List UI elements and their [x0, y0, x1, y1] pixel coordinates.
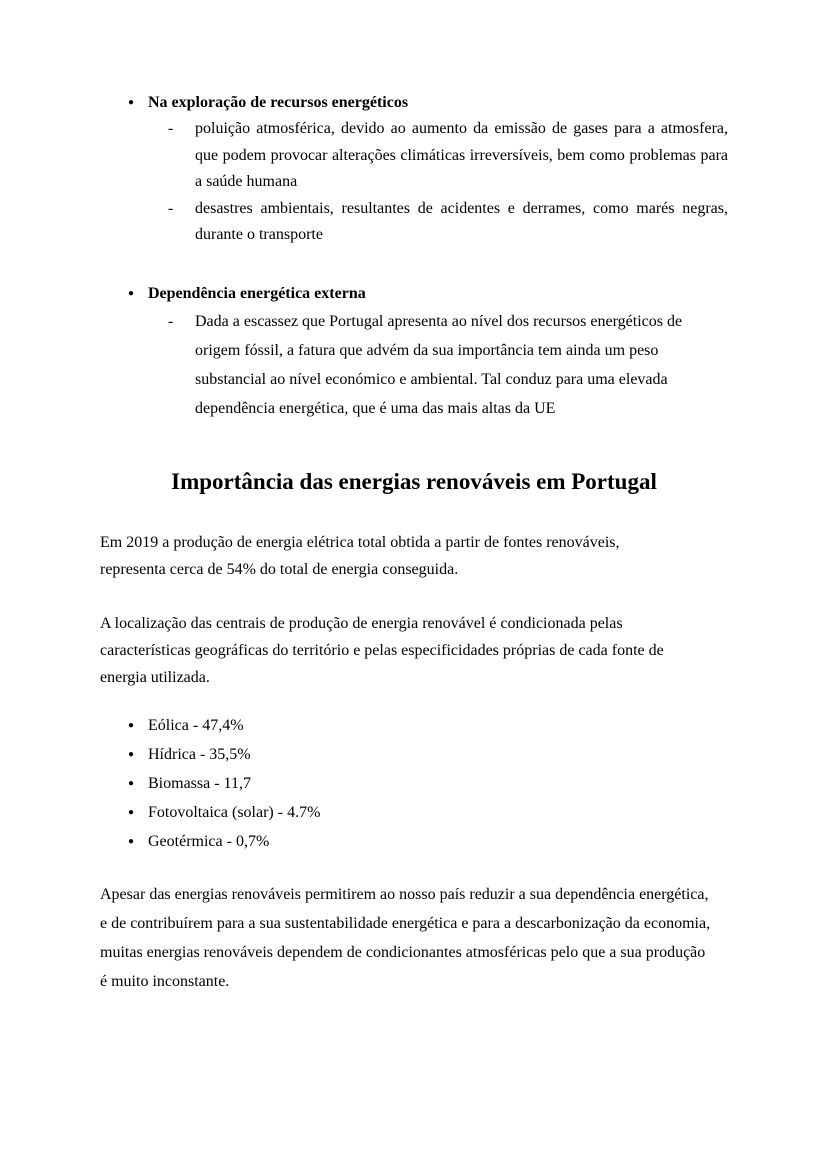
dash-item-desastres: - desastres ambientais, resultantes de acidentes e derrames, como marés negras, durante o transporte [100, 196, 728, 249]
paragraph-localizacao: A localização das centrais de produção de energia renovável é condicionada pelas características geográficas do território e pelas especificidades próprias de cada fonte de energia utilizada. [100, 614, 664, 686]
bullet-title-dependencia: ● Dependência energética externa [100, 281, 728, 307]
dash-list-dependencia [100, 307, 728, 423]
section-heading: Importância das energias renováveis em Portugal [171, 468, 657, 494]
energy-item-eolica: ● Eólica - 47,4% [100, 711, 728, 740]
energy-item-fotovoltaica: ● Fotovoltaica (solar) - 4.7% [100, 798, 728, 827]
dash-item-poluicao: - poluição atmosférica, devido ao aumento da emissão de gases para a atmosfera, que podem provocar alterações climáticas irreversíveis, bem como problemas para a saúde humana [100, 116, 728, 196]
bullet-item-exploracao [100, 90, 728, 249]
disadvantages-bullet-list [100, 90, 728, 423]
energy-item-biomassa: ● Biomassa - 11,7 [100, 769, 728, 798]
paragraph-producao-2019: Em 2019 a produção de energia elétrica total obtida a partir de fontes renováveis, representa cerca de 54% do total de energia conseguida. [100, 533, 620, 578]
energy-item-geotermica: ● Geotérmica - 0,7% [100, 827, 728, 856]
bullet-item-dependencia [100, 281, 728, 423]
dash-item-escassez: - Dada a escassez que Portugal apresenta ao nível dos recursos energéticos de origem fóssil, a fatura que advém da sua importância tem ainda um peso substancial ao nível económico e ambiental. Tal conduz para uma elevada dependência energética, que é uma das mais altas da UE [100, 307, 728, 423]
bullet-title-exploracao: ● Na exploração de recursos energéticos [100, 90, 728, 116]
dash-list-exploracao [100, 116, 728, 249]
energy-sources-list [100, 711, 728, 856]
closing-paragraph: Apesar das energias renováveis permitirem ao nosso país reduzir a sua dependência energética, e de contribuírem para a sua sustentabilidade energética e para a descarbonização da economia, muitas energias renováveis dependem de condicionantes atmosféricas pelo que a sua produção é muito inconstante. [100, 885, 711, 990]
energy-item-hidrica: ● Hídrica - 35,5% [100, 740, 728, 769]
